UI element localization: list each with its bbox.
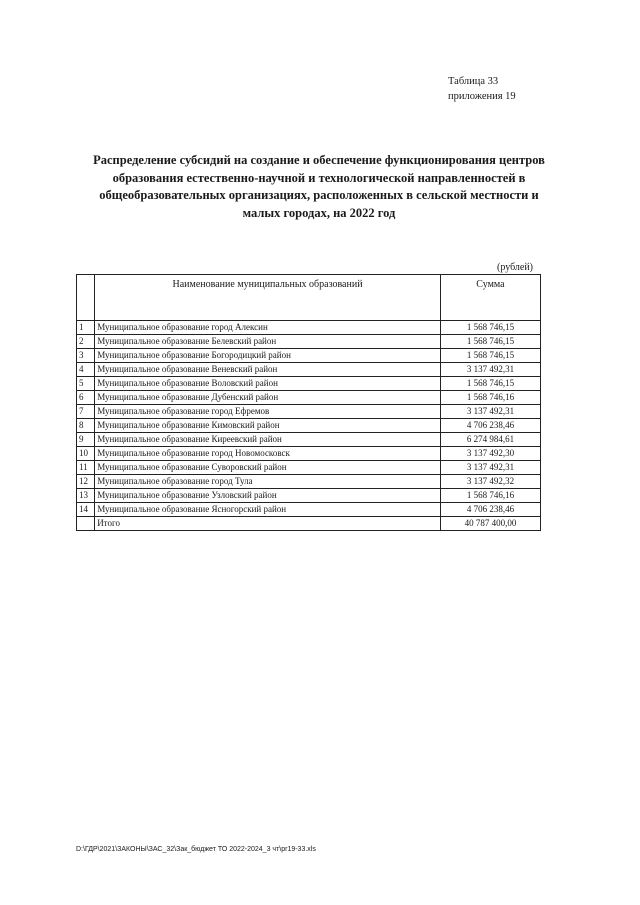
table-row bbox=[77, 447, 541, 461]
table-label: Таблица 33 bbox=[448, 76, 499, 87]
row-number: 7 bbox=[77, 405, 95, 419]
row-sum: 6 274 984,61 bbox=[440, 433, 540, 447]
title-line: образования естественно-научной и технологической направленностей в bbox=[112, 170, 526, 185]
row-number: 9 bbox=[77, 433, 95, 447]
row-number: 14 bbox=[77, 503, 95, 517]
row-name: Муниципальное образование Суворовский район bbox=[95, 461, 441, 475]
row-name: Муниципальное образование город Тула bbox=[95, 475, 441, 489]
row-name: Муниципальное образование Кимовский район bbox=[95, 419, 441, 433]
row-number: 13 bbox=[77, 489, 95, 503]
row-name: Муниципальное образование город Алексин bbox=[95, 321, 441, 335]
row-sum: 1 568 746,15 bbox=[440, 349, 540, 363]
row-number: 4 bbox=[77, 363, 95, 377]
table-row bbox=[77, 489, 541, 503]
header-name: Наименование муниципальных образований bbox=[95, 275, 441, 321]
row-number: 5 bbox=[77, 377, 95, 391]
row-number: 3 bbox=[77, 349, 95, 363]
subsidies-table bbox=[76, 274, 541, 531]
row-number: 6 bbox=[77, 391, 95, 405]
table-row bbox=[77, 475, 541, 489]
units-label: (рублей) bbox=[497, 262, 534, 273]
row-number: 8 bbox=[77, 419, 95, 433]
table-row bbox=[77, 503, 541, 517]
title-line: общеобразовательных организациях, расположенных в сельской местности и bbox=[99, 188, 539, 202]
file-path: D:\ГДР\2021\ЗАКОНЫ\ЗАС_32\Зак_бюджет ТО 2022-2024_3 чт\pr19-33.xls bbox=[76, 846, 316, 853]
row-sum: 1 568 746,15 bbox=[440, 377, 540, 391]
row-sum: 3 137 492,31 bbox=[440, 363, 540, 377]
row-number: 12 bbox=[77, 475, 95, 489]
total-label: Итого bbox=[95, 517, 441, 531]
row-number: 2 bbox=[77, 335, 95, 349]
row-name: Муниципальное образование Воловский район bbox=[95, 377, 441, 391]
row-name: Муниципальное образование Узловский район bbox=[95, 489, 441, 503]
total-row bbox=[77, 517, 541, 531]
table-row bbox=[77, 377, 541, 391]
title-line: Распределение субсидий на создание и обеспечение функционирования центров bbox=[93, 153, 545, 167]
row-sum: 3 137 492,31 bbox=[440, 405, 540, 419]
header-sum: Сумма bbox=[440, 275, 540, 321]
table-row bbox=[77, 363, 541, 377]
row-sum: 4 706 238,46 bbox=[440, 503, 540, 517]
row-number: 11 bbox=[77, 461, 95, 475]
row-name: Муниципальное образование Киреевский район bbox=[95, 433, 441, 447]
table-row bbox=[77, 419, 541, 433]
table-body bbox=[77, 321, 541, 517]
table-row bbox=[77, 461, 541, 475]
header-number bbox=[77, 275, 95, 321]
row-name: Муниципальное образование город Ефремов bbox=[95, 405, 441, 419]
table-header-row bbox=[77, 275, 541, 321]
row-name: Муниципальное образование Дубенский район bbox=[95, 391, 441, 405]
table-row bbox=[77, 321, 541, 335]
row-number: 10 bbox=[77, 447, 95, 461]
row-sum: 3 137 492,32 bbox=[440, 475, 540, 489]
total-sum: 40 787 400,00 bbox=[440, 517, 540, 531]
table-row bbox=[77, 391, 541, 405]
table-row bbox=[77, 433, 541, 447]
table-row bbox=[77, 335, 541, 349]
row-sum: 1 568 746,16 bbox=[440, 489, 540, 503]
row-sum: 1 568 746,15 bbox=[440, 321, 540, 335]
total-number-cell bbox=[77, 517, 95, 531]
row-number: 1 bbox=[77, 321, 95, 335]
table-reference bbox=[448, 74, 516, 104]
row-sum: 3 137 492,31 bbox=[440, 461, 540, 475]
row-name: Муниципальное образование Белевский район bbox=[95, 335, 441, 349]
row-sum: 1 568 746,16 bbox=[440, 391, 540, 405]
row-sum: 1 568 746,15 bbox=[440, 335, 540, 349]
title-line: малых городах, на 2022 год bbox=[242, 205, 396, 220]
table-row bbox=[77, 405, 541, 419]
row-name: Муниципальное образование город Новомосковск bbox=[95, 447, 441, 461]
appendix-label: приложения 19 bbox=[448, 91, 516, 102]
row-sum: 4 706 238,46 bbox=[440, 419, 540, 433]
document-title bbox=[76, 152, 562, 222]
row-name: Муниципальное образование Богородицкий район bbox=[95, 349, 441, 363]
row-name: Муниципальное образование Веневский район bbox=[95, 363, 441, 377]
row-sum: 3 137 492,30 bbox=[440, 447, 540, 461]
table-row bbox=[77, 349, 541, 363]
row-name: Муниципальное образование Ясногорский район bbox=[95, 503, 441, 517]
